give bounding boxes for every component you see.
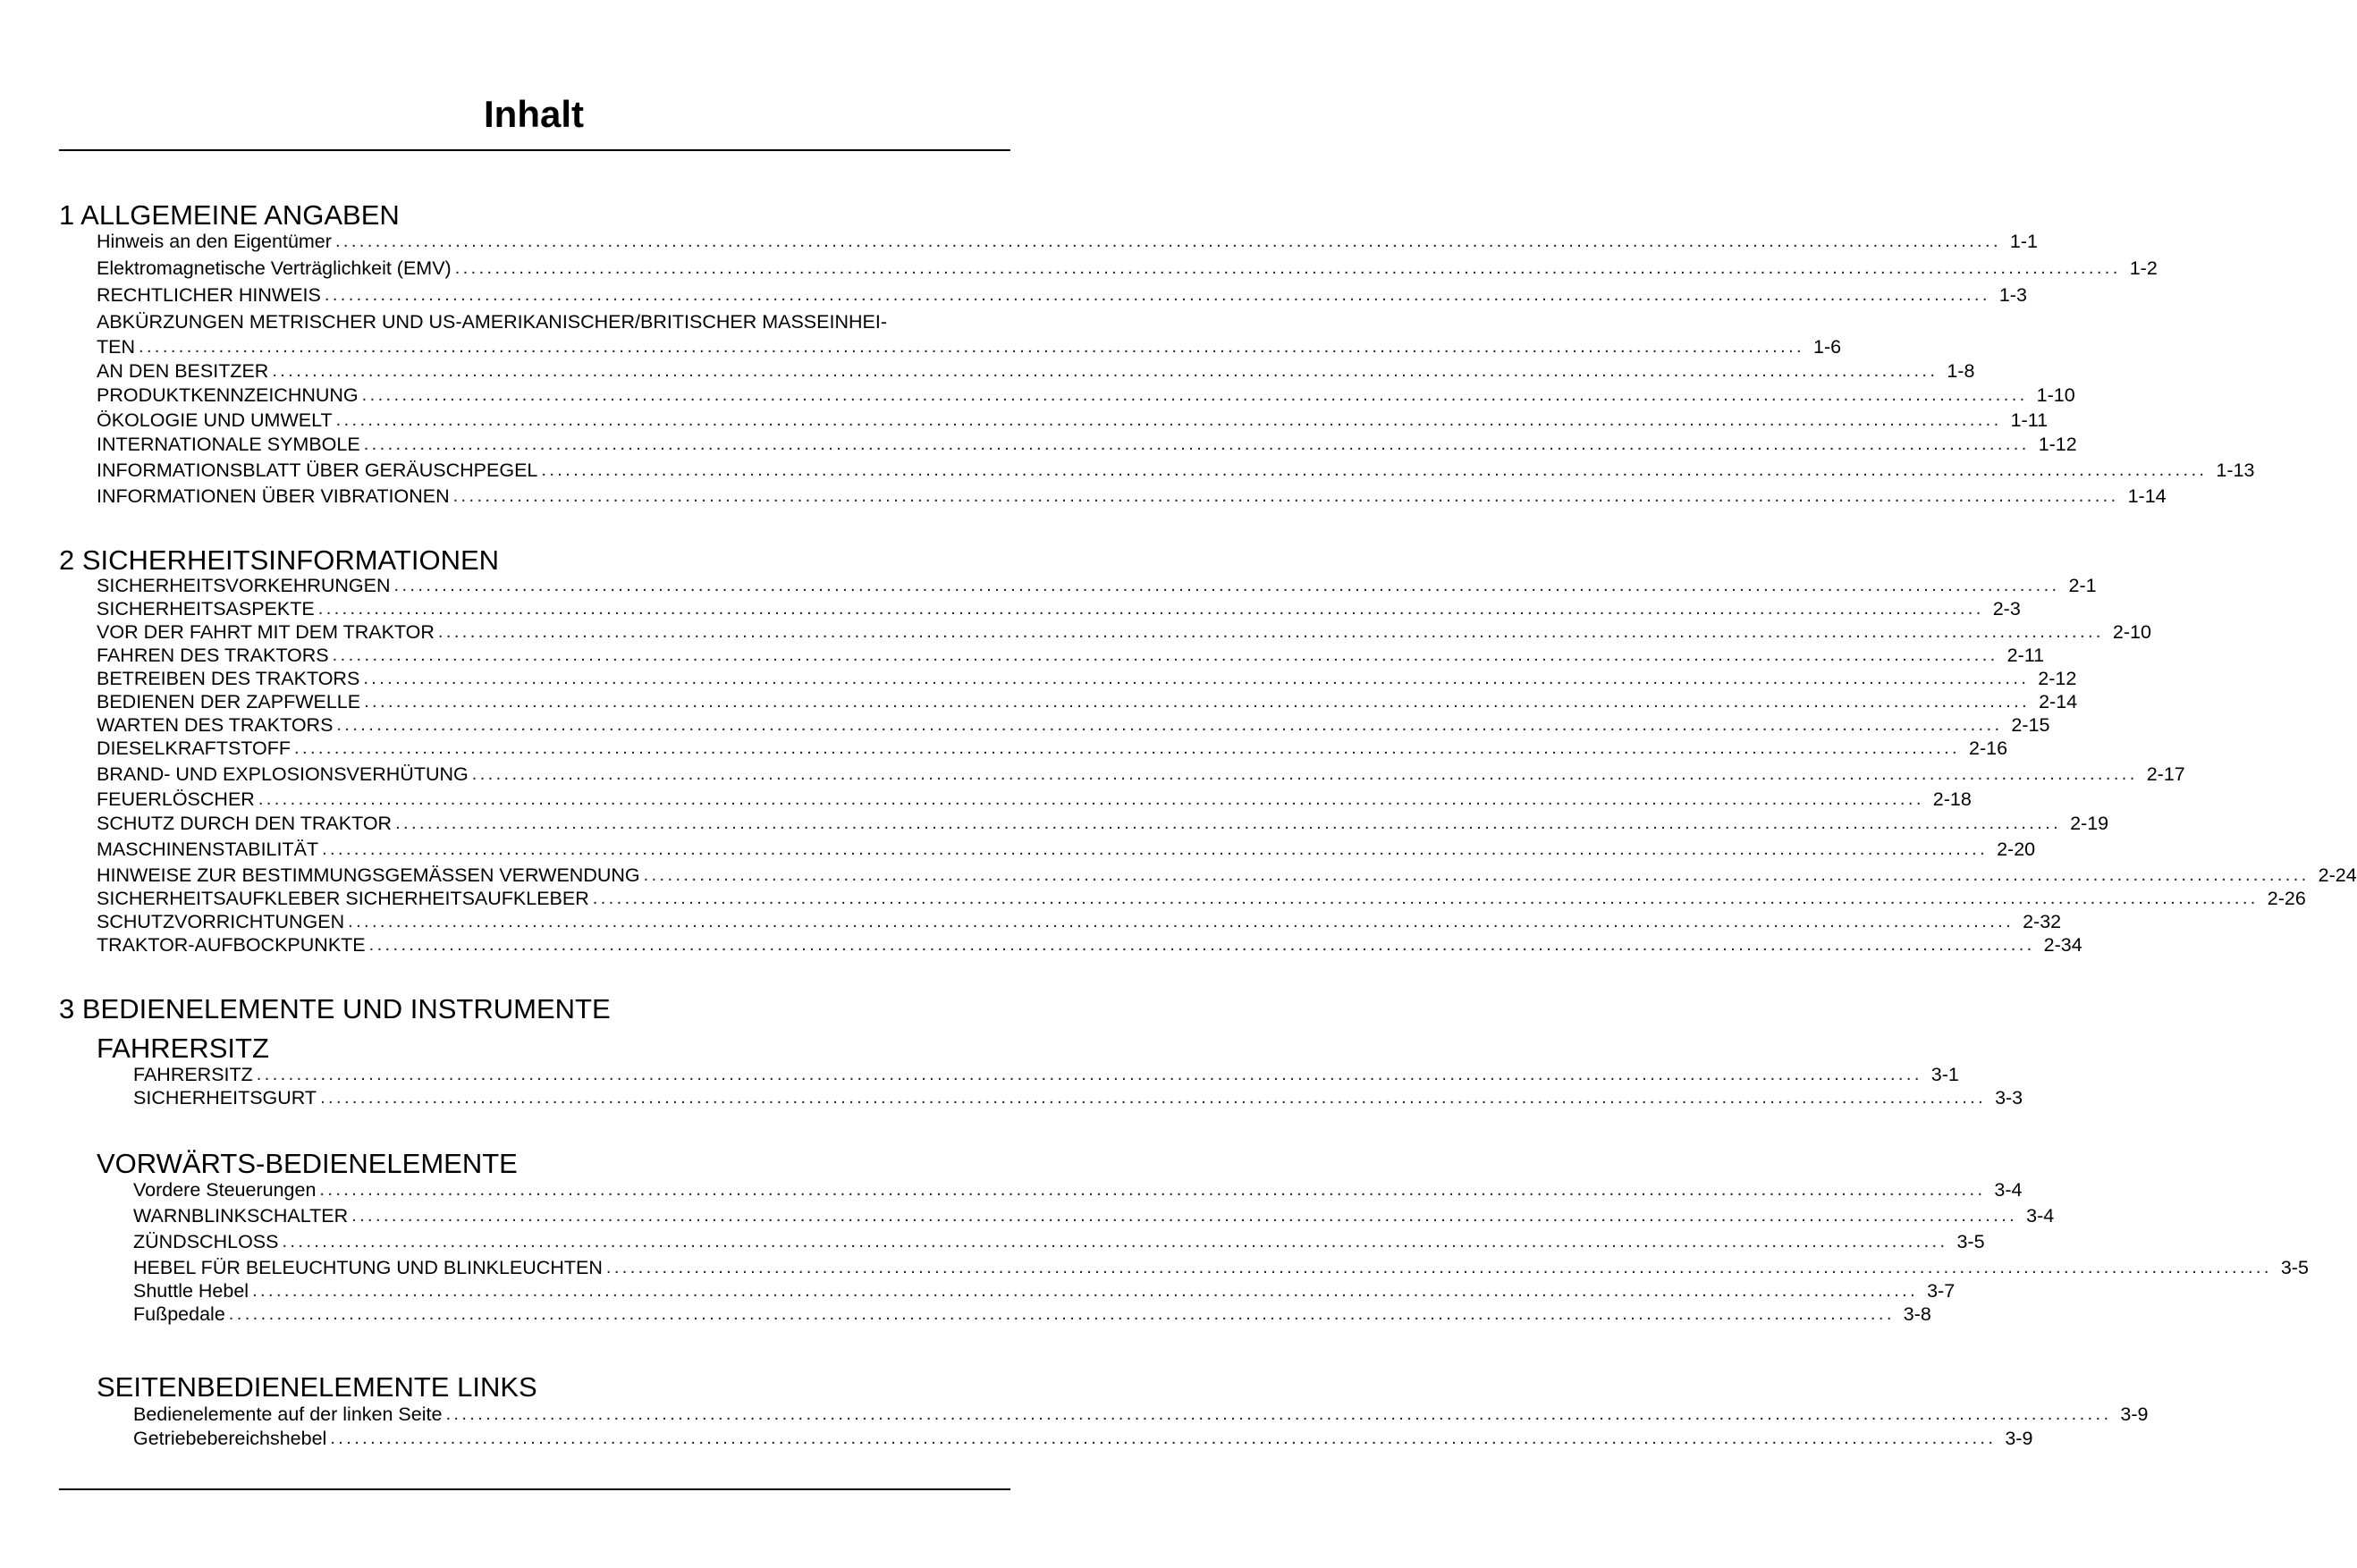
toc-entry[interactable]: SICHERHEITSGURT ................................................................................................................................................................................................................ 3-3 [133,1087,2023,1109]
toc-entry[interactable]: INTERNATIONALE SYMBOLE ................................................................................................................................................................................................................ 1-12 [97,434,2077,455]
toc-entry[interactable]: BETREIBEN DES TRAKTORS ................................................................................................................................................................................................................ 2-12 [97,668,2077,689]
page-number: 3-7 [1927,1280,1956,1302]
toc-entry[interactable]: SCHUTZ DURCH DEN TRAKTOR ................................................................................................................................................................................................................ 2-19 [97,813,2109,834]
page-number: 2-12 [2038,668,2077,689]
toc-entry[interactable]: BEDIENEN DER ZAPFWELLE ................................................................................................................................................................................................................ 2-14 [97,691,2078,712]
toc-entry[interactable]: SICHERHEITSVORKEHRUNGEN ................................................................................................................................................................................................................ 2-1 [97,575,2097,596]
chapter-heading-2: 2 SICHERHEITSINFORMATIONEN [59,544,500,576]
toc-entry[interactable]: SCHUTZVORRICHTUNGEN ................................................................................................................................................................................................................ 2-32 [97,911,2062,932]
page-number: 3-9 [2005,1428,2033,1449]
chapter-heading-1: 1 ALLGEMEINE ANGABEN [59,199,400,231]
toc-entry[interactable]: Shuttle Hebel ................................................................................................................................................................................................................ 3-7 [133,1280,1956,1302]
toc-entry[interactable]: HEBEL FÜR BELEUCHTUNG UND BLINKLEUCHTEN ................................................................................................................................................................................................................ 3-5 [133,1257,2309,1278]
page-number: 1-2 [2129,257,2158,279]
toc-entry[interactable]: AN DEN BESITZER ................................................................................................................................................................................................................ 1-8 [97,360,1975,382]
page-number: 2-24 [2318,864,2357,886]
toc-entry[interactable]: Hinweis an den Eigentümer ................................................................................................................................................................................................................ 1-1 [97,231,2038,252]
page-number: 2-34 [2043,934,2082,956]
toc-entry[interactable]: Getriebebereichshebel ................................................................................................................................................................................................................ 3-9 [133,1428,2033,1449]
toc-entry[interactable]: Elektromagnetische Verträglichkeit (EMV) ................................................................................................................................................................................................................ 1-2 [97,257,2158,279]
toc-entry[interactable]: PRODUKTKENNZEICHNUNG ................................................................................................................................................................................................................ 1-10 [97,384,2075,406]
section-heading: SEITENBEDIENELEMENTE LINKS [97,1371,537,1403]
page-number: 1-6 [1812,336,1842,358]
page-number: 2-15 [2011,714,2050,736]
page-number: 3-1 [1930,1064,1959,1085]
page-number: 1-11 [2010,409,2049,431]
page-title: Inhalt [484,93,584,135]
toc-entry[interactable]: HINWEISE ZUR BESTIMMUNGSGEMÄSSEN VERWENDUNG ................................................................................................................................................................................................................ 2-24 [97,864,2357,886]
toc-entry[interactable]: INFORMATIONSBLATT ÜBER GERÄUSCHPEGEL ................................................................................................................................................................................................................ 1-13 [97,459,2255,481]
toc-entry[interactable]: TEN ................................................................................................................................................................................................................ 1-6 [97,336,1842,358]
toc-entry[interactable]: FAHREN DES TRAKTORS ................................................................................................................................................................................................................ 2-11 [97,645,2045,666]
footer-rule [59,1488,1010,1490]
toc-entry[interactable]: SICHERHEITSASPEKTE ................................................................................................................................................................................................................ 2-3 [97,598,2021,620]
page-number: 3-3 [1995,1087,2023,1109]
toc-entry[interactable]: ZÜNDSCHLOSS ................................................................................................................................................................................................................ 3-5 [133,1231,1985,1252]
page-number: 2-26 [2267,888,2306,909]
page-number: 3-4 [2026,1205,2055,1227]
page-number: 3-9 [2120,1404,2149,1425]
page-number: 1-12 [2038,434,2077,455]
toc-entry[interactable]: WARNBLINKSCHALTER ................................................................................................................................................................................................................ 3-4 [133,1205,2055,1227]
toc-entry[interactable]: FAHRERSITZ ................................................................................................................................................................................................................ 3-1 [133,1064,1959,1085]
page-number: 1-14 [2127,485,2167,507]
chapter-heading-3: 3 BEDIENELEMENTE UND INSTRUMENTE [59,993,611,1024]
toc-entry-wrapped-line[interactable]: ABKÜRZUNGEN METRISCHER UND US-AMERIKANISCHER/BRITISCHER MASSEINHEI- [97,311,887,333]
toc-entry[interactable]: Vordere Steuerungen ................................................................................................................................................................................................................ 3-4 [133,1179,2023,1201]
page-number: 1-1 [2009,231,2038,252]
toc-entry[interactable]: Fußpedale ................................................................................................................................................................................................................ 3-8 [133,1303,1931,1325]
toc-entry[interactable]: SICHERHEITSAUFKLEBER SICHERHEITSAUFKLEBER ................................................................................................................................................................................................................ 2-26 [97,888,2306,909]
page-number: 2-10 [2112,621,2151,643]
toc-entry[interactable]: WARTEN DES TRAKTORS ................................................................................................................................................................................................................ 2-15 [97,714,2050,736]
toc-entry[interactable]: INFORMATIONEN ÜBER VIBRATIONEN ................................................................................................................................................................................................................ 1-14 [97,485,2167,507]
page-number: 2-16 [1969,738,2008,759]
toc-entry[interactable]: MASCHINENSTABILITÄT ................................................................................................................................................................................................................ 2-20 [97,839,2036,860]
page-number: 1-8 [1947,360,1975,382]
page-number: 2-18 [1932,788,1972,810]
page-number: 3-8 [1903,1303,1931,1325]
page-number: 2-1 [2068,575,2097,596]
toc-entry[interactable]: BRAND- UND EXPLOSIONSVERHÜTUNG ................................................................................................................................................................................................................ 2-17 [97,763,2185,785]
header-rule [59,149,1010,151]
toc-entry[interactable]: VOR DER FAHRT MIT DEM TRAKTOR ................................................................................................................................................................................................................ 2-10 [97,621,2151,643]
page-number: 2-32 [2023,911,2062,932]
page-number: 2-19 [2070,813,2109,834]
section-heading: VORWÄRTS-BEDIENELEMENTE [97,1148,518,1179]
page-number: 2-14 [2039,691,2078,712]
page-number: 2-11 [2006,645,2045,666]
toc-entry[interactable]: RECHTLICHER HINWEIS ................................................................................................................................................................................................................ 1-3 [97,284,2027,306]
page-number: 1-13 [2216,459,2255,481]
page-number: 2-3 [1992,598,2021,620]
page-number: 3-4 [1994,1179,2023,1201]
page-number: 1-3 [1998,284,2027,306]
page-number: 3-5 [1956,1231,1985,1252]
page-number: 2-20 [1997,839,2036,860]
page-number: 3-5 [2280,1257,2309,1278]
page-number: 2-17 [2146,763,2185,785]
section-heading: FAHRERSITZ [97,1033,269,1064]
page-number: 1-10 [2036,384,2075,406]
toc-entry[interactable]: Bedienelemente auf der linken Seite ................................................................................................................................................................................................................ 3-9 [133,1404,2149,1425]
toc-entry[interactable]: DIESELKRAFTSTOFF ................................................................................................................................................................................................................ 2-16 [97,738,2008,759]
toc-entry[interactable]: FEUERLÖSCHER ................................................................................................................................................................................................................ 2-18 [97,788,1972,810]
toc-entry[interactable]: TRAKTOR-AUFBOCKPUNKTE ................................................................................................................................................................................................................ 2-34 [97,934,2082,956]
toc-entry[interactable]: ÖKOLOGIE UND UMWELT ................................................................................................................................................................................................................ 1-11 [97,409,2049,431]
